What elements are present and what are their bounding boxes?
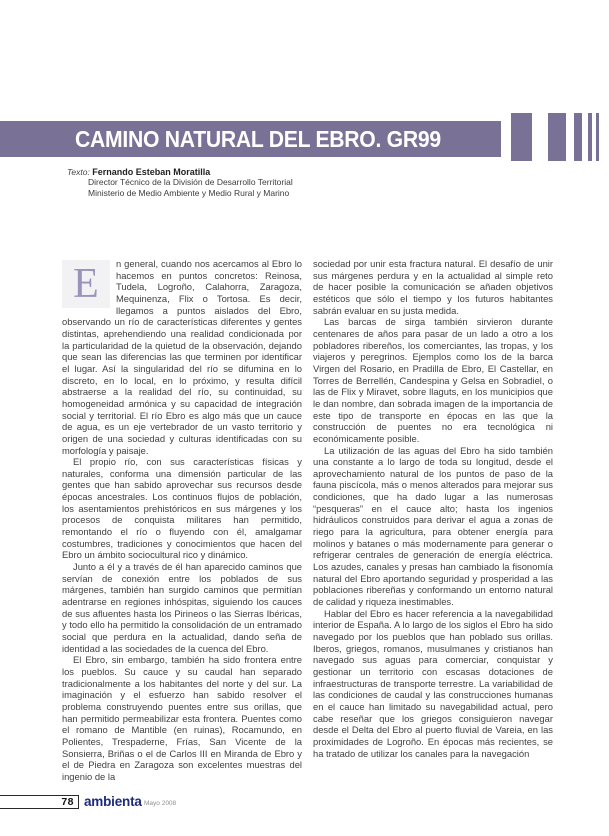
issue-date: Mayo 2008 (144, 800, 177, 807)
article-title: CAMINO NATURAL DEL EBRO. GR99 (75, 125, 441, 152)
paragraph-text: n general, cuando nos acercamos al Ebro lo hacemos en puntos concretos: Reinosa, Tudela, Logroño, Calahorra, Zaragoza, Mequinenza, Flix o Tortosa. Es decir, llegamos a puntos aislados del Ebro, observando un río de características diferentes y gentes distintas, aprehendiendo una realidad condicionada por la particularidad de la quietud de la observación, dejando que sean las diferencias las que terminen por identificar el lugar. Así la singularidad del río se difumina en lo discreto, en lo local, en lo próximo, y resulta difícil abstraerse a la realidad del río, su continuidad, su homogeneidad armónica y su capacidad de integración social y territorial. El río Ebro es algo más que un cauce de agua, es un eje vertebrador de un vasto territorio y origen de una sociedad y culturas identificadas con su morfología y paisaje. (62, 258, 302, 456)
byline-author: Fernando Esteban Moratilla (92, 167, 211, 177)
magazine-name: ambienta (84, 794, 142, 809)
barcode-bar (548, 113, 566, 161)
paragraph: La utilización de las aguas del Ebro ha sido también una constante a lo largo de toda su longitud, desde el aprovechamiento natural de los puntos de paso de la fauna piscícola, más o menos alterados para mejorar sus condiciones, que ha dado lugar a las numerosas “pesqueras” en el cauce alto; hasta los ingenios hidráulicos construidos para derivar el agua a zonas de riego para la agricultura, para obtener energía para molinos y batanes o más modernamente para generar o refrigerar centrales de generación de energía eléctrica. Los azudes, canales y presas han cambiado la fisonomía natural del Ebro aportando seguridad y prosperidad a las poblaciones ribereñas y conformando un entorno natural de calidad y riqueza inestimables. (313, 444, 553, 608)
byline-role: Director Técnico de la División de Desarrollo Territorial (88, 177, 293, 188)
paragraph: El Ebro, sin embargo, también ha sido frontera entre los pueblos. Su cauce y su caudal han separado tradicionalmente a los habitantes del norte y del sur. La imaginación y el esfuerzo han sabido resolver el problema construyendo puentes entre sus orillas, que han permitido permeabilizar esta frontera. Puentes como el romano de Mantible (en ruinas), Rocamundo, en Polientes, Trespaderne, Frías, San Vicente de la Sonsierra, Briñas o el de Carlos III en Miranda de Ebro y el de Piedra en Zaragoza son excelentes muestras del ingenio de la (62, 654, 302, 782)
byline-organization: Ministerio de Medio Ambiente y Medio Rural y Marino (88, 187, 290, 198)
byline (67, 167, 293, 198)
page-number: 78 (61, 796, 74, 808)
paragraph: Las barcas de sirga también sirvieron durante centenares de años para pasar de un lado a otro a los pobladores ribereños, los comerciantes, las tropas, y los viajeros y peregrinos. Ejemplos como los de la barca Virgen del Rosario, en Pradilla de Ebro, El Castellar, en Torres de Berrellén, Candespina y Gelsa en Sobradiel, o las de Flix y Miravet, sobre llaguts, en los municipios que le dan nombre, dan sobrada imagen de la importancia de este tipo de transporte en épocas en las que la construcción de puentes no era tecnológica ni económicamente posible. (313, 316, 553, 444)
paragraph: Junto a él y a través de él han aparecido caminos que servían de conexión entre los poblados de sus márgenes, también han surgido caminos que permitían adentrarse en regiones inhóspitas, siguiendo los cauces de sus afluentes hasta los Pirineos o las Sierras Ibéricas, y todo ello ha permitido la consolidación de un entramado social que perdura en la actualidad, dando seña de identidad a las sociedades de la cuenca del Ebro. (62, 561, 302, 654)
paragraph: Hablar del Ebro es hacer referencia a la navegabilidad interior de España. A lo largo de los siglos el Ebro ha sido navegado por los pueblos que han poblado sus orillas. Iberos, griegos, romanos, musulmanes y cristianos han navegado sus aguas para comerciar, conquistar y gestionar un territorio con escasas dotaciones de infraestructuras de transporte terrestre. La variabilidad de las condiciones de caudal y las construcciones humanas en el cauce han limitado su navegabilidad actual, pero cabe reseñar que los griegos consiguieron navegar desde el Delta del Ebro al puerto fluvial de Vareia, en las proximidades de Logroño. En épocas más recientes, se ha tratado de utilizar los canales para la navegación (313, 607, 553, 759)
page-number-box (0, 795, 79, 809)
drop-cap: E (62, 260, 110, 308)
paragraph-lead (62, 258, 302, 456)
byline-label: Texto: (67, 167, 90, 177)
barcode-bar (588, 113, 592, 161)
footer (0, 795, 609, 809)
barcode-bar (574, 113, 582, 161)
paragraph: El propio río, con sus características físicas y naturales, conforma una dimensión particular de las gentes que han sabido aprovechar sus recursos desde épocas ancestrales. Los continuos flujos de población, los asentamientos prehistóricos en sus márgenes y los procesos de conquista militares han permitido, remontando el río o fluyendo con él, amalgamar costumbres, tradiciones y conocimientos que hacen del Ebro un ámbito sociocultural rico y dinámico. (62, 456, 302, 561)
left-column (62, 258, 302, 783)
barcode-decoration (0, 113, 609, 161)
byline-line (67, 167, 293, 177)
barcode-bar (596, 113, 599, 161)
barcode-bar (511, 113, 532, 161)
paragraph: sociedad por unir esta fractura natural. El desafío de unir sus márgenes perdura y en la actualidad al simple reto de hacer posible la comunicación se añaden objetivos estéticos que sólo el tiempo y los futuros habitantes sabrán evaluar en su justa medida. (313, 258, 553, 316)
right-column (313, 258, 553, 759)
